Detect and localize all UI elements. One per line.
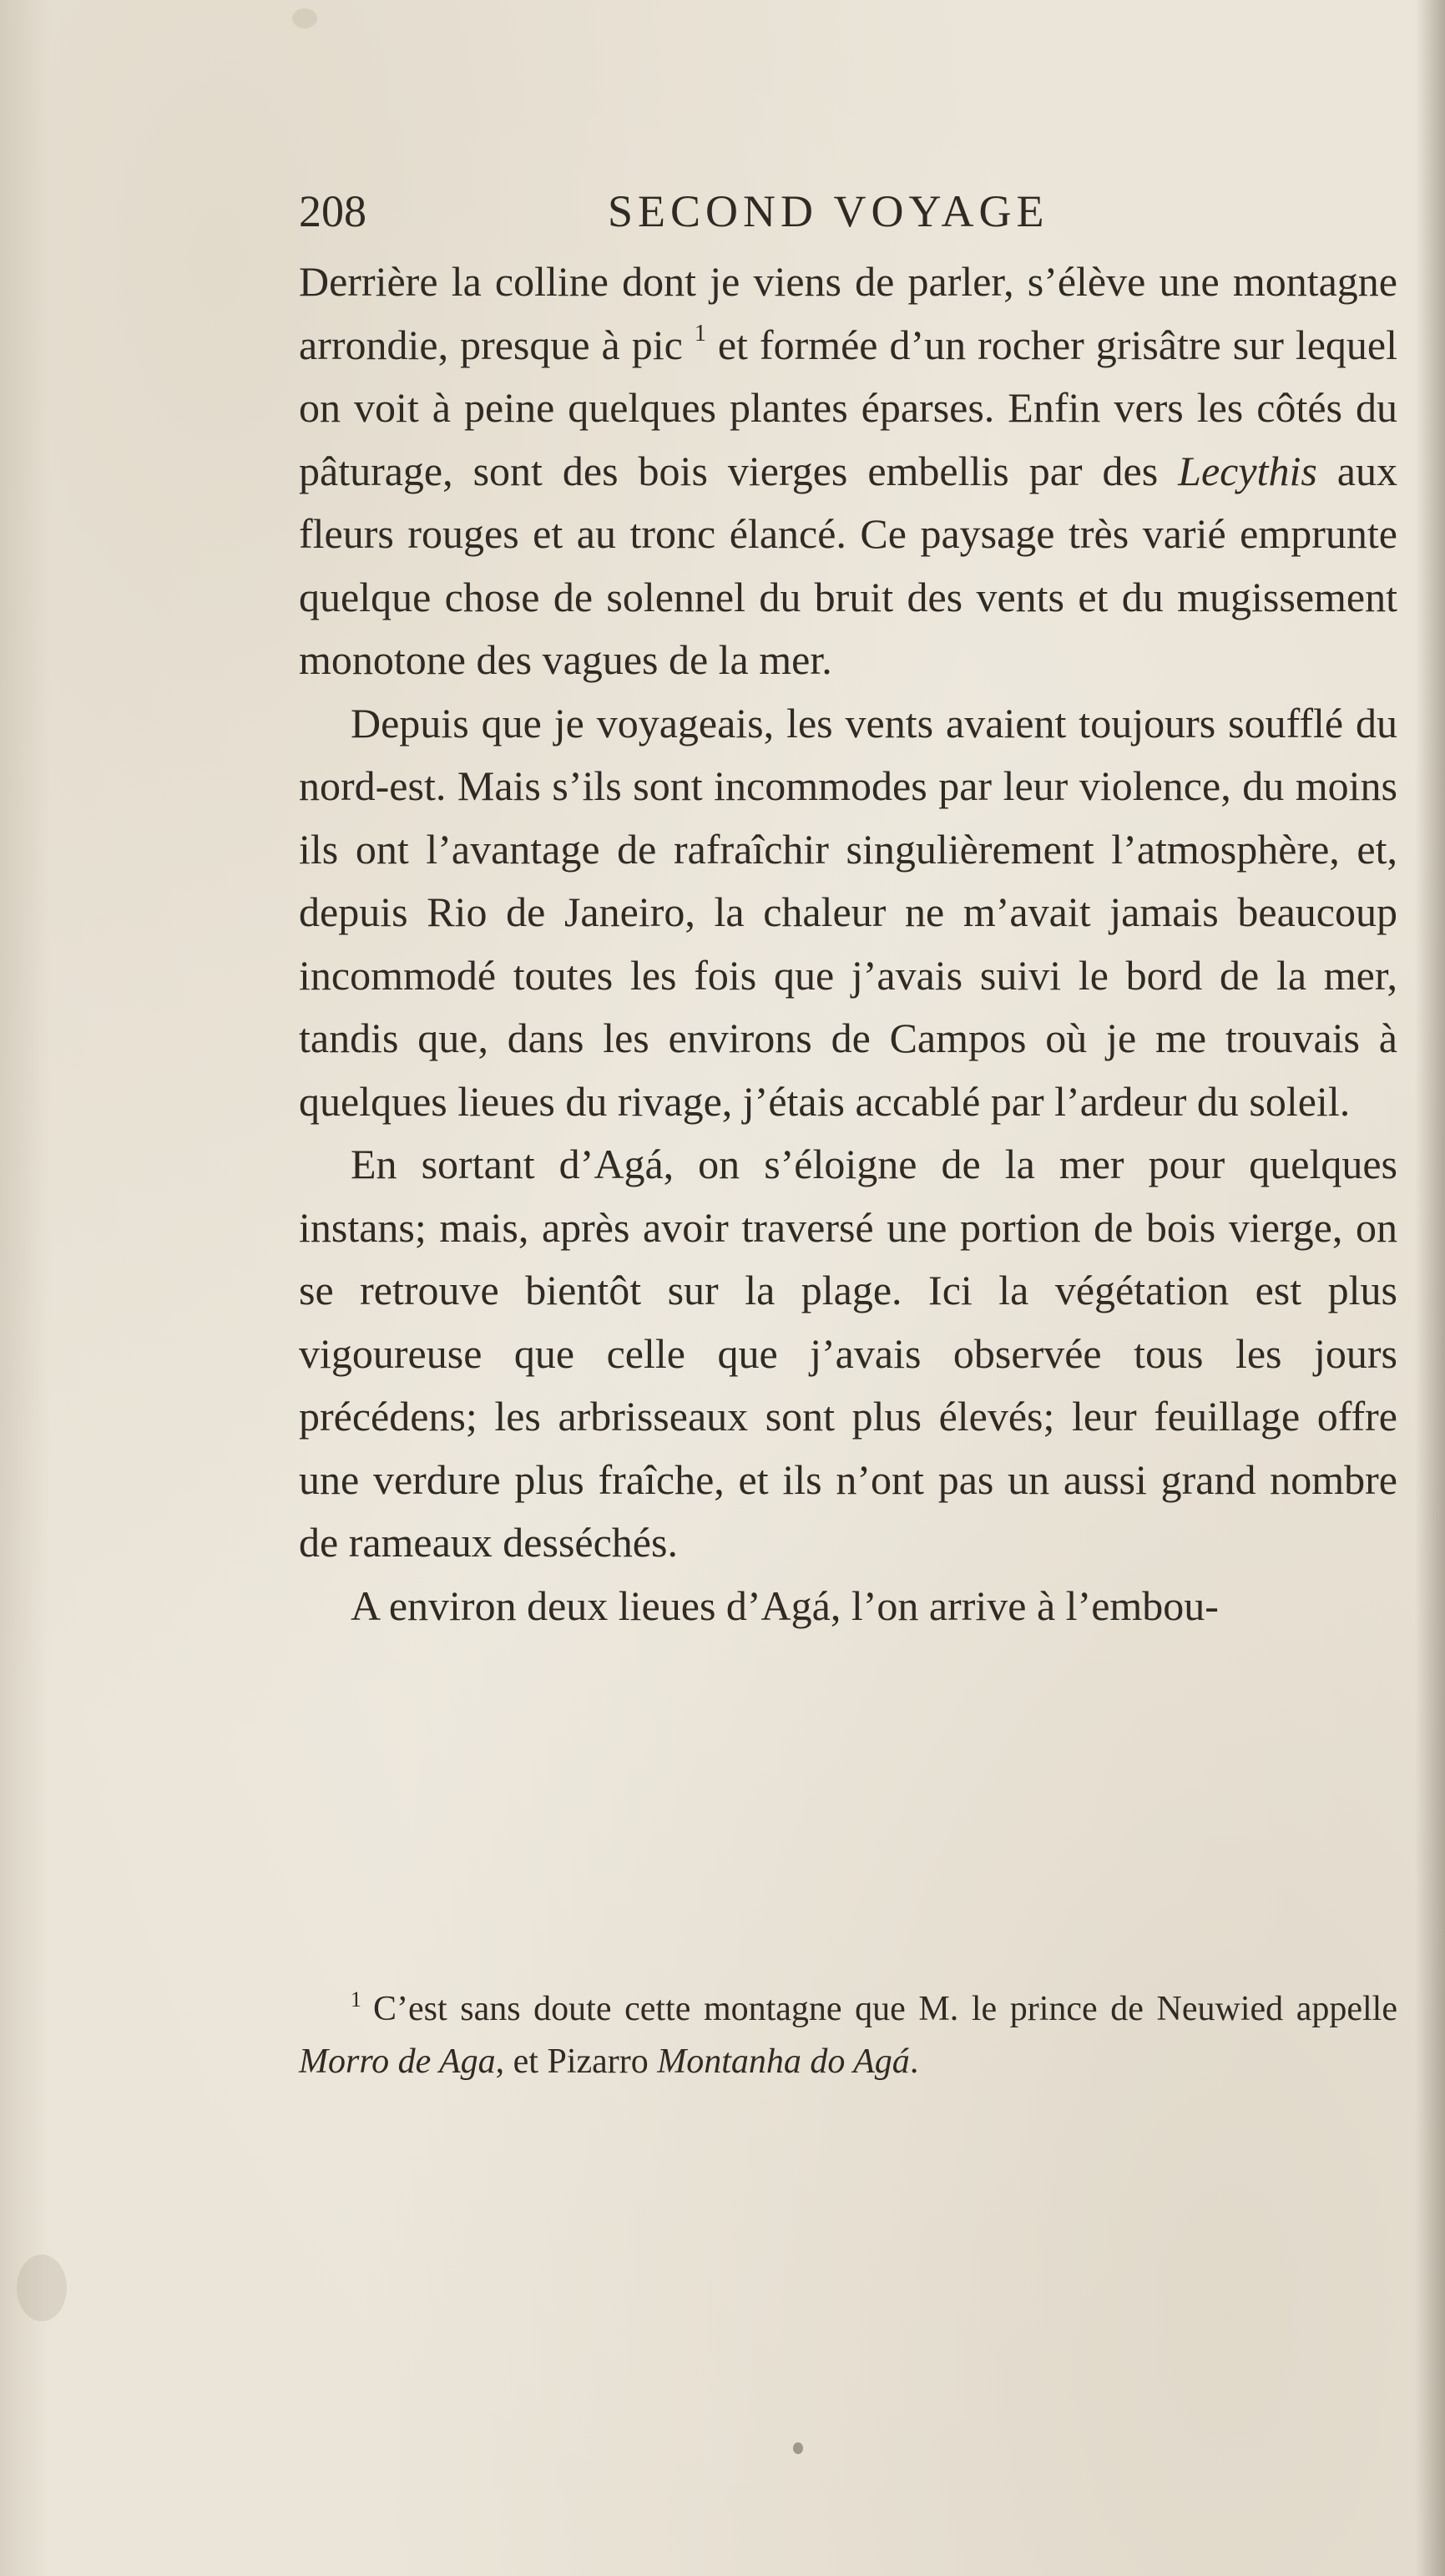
footnote-text-b: , et Pizarro — [495, 2042, 658, 2081]
page-edge-shadow-left — [0, 0, 50, 2576]
page-gutter-shadow — [1415, 0, 1445, 2576]
running-head: SECOND VOYAGE — [608, 186, 1049, 236]
footnote-text-a: C’est sans doute cette montagne que M. le prince de Neuwied appelle — [373, 1990, 1397, 2028]
footnotes — [299, 1983, 1397, 2088]
paragraph-2: Depuis que je voyageais, les vents avaient toujours soufflé du nord-est. Mais s’ils sont incommodes par leur violence, du moins ils ont l’avantage de rafraîchir singulièrement l’atmosphère, et, depuis Rio de Janeiro, la chaleur ne m’avait jamais beaucoup incommodé toutes les fois que j’avais suivi le bord de la mer, tandis que, dans les environs de Campos où je me trouvais à quelques lieues du rivage, j’étais accablé par l’ardeur du soleil. — [299, 699, 1397, 1125]
page-number: 208 — [299, 186, 366, 236]
paper-speck — [793, 2442, 803, 2454]
paragraph-1 — [299, 251, 1397, 692]
paper-stain — [17, 2255, 67, 2321]
paragraph-1-text-c: aux fleurs rouges et au tronc élancé. Ce paysage très varié emprunte quelque chose de solennel du bruit des vents et du mugissement monotone des vagues de la mer. — [299, 447, 1397, 683]
body-text — [299, 251, 1397, 1637]
footnote-mark: 1 — [351, 1987, 361, 2012]
footnote-text-c: . — [909, 2042, 919, 2081]
paragraph-1-italic: Lecythis — [1178, 447, 1317, 494]
footnote-italic-a: Morro de Aga — [299, 2042, 496, 2081]
page-header — [299, 182, 1409, 240]
footnote-1 — [299, 1983, 1397, 2088]
footnote-reference: 1 — [694, 320, 706, 347]
paragraph-4: A environ deux lieues d’Agá, l’on arrive à l’embou- — [351, 1582, 1219, 1629]
paper-stain — [292, 8, 317, 28]
paragraph-3: En sortant d’Agá, on s’éloigne de la mer pour quelques instans; mais, après avoir traversé une portion de bois vierge, on se retrouve bientôt sur la plage. Ici la végétation est plus vigoureuse que celle que j’avais observée tous les jours précédens; les arbrisseaux sont plus élevés; leur feuillage offre une verdure plus fraîche, et ils n’ont pas un aussi grand nombre de rameaux desséchés. — [299, 1141, 1397, 1566]
paragraph-1-text-a: Derrière la colline dont je viens de parler, s’élève une montagne arrondie, presque à pic — [299, 258, 1397, 368]
paragraph-1-text-b: et formée d’un rocher grisâtre sur lequel on voit à peine quelques plantes éparses. Enfin vers les côtés du pâturage, sont des bois vierges embellis par des — [299, 321, 1398, 494]
footnote-italic-b: Montanha do Agá — [657, 2042, 910, 2081]
